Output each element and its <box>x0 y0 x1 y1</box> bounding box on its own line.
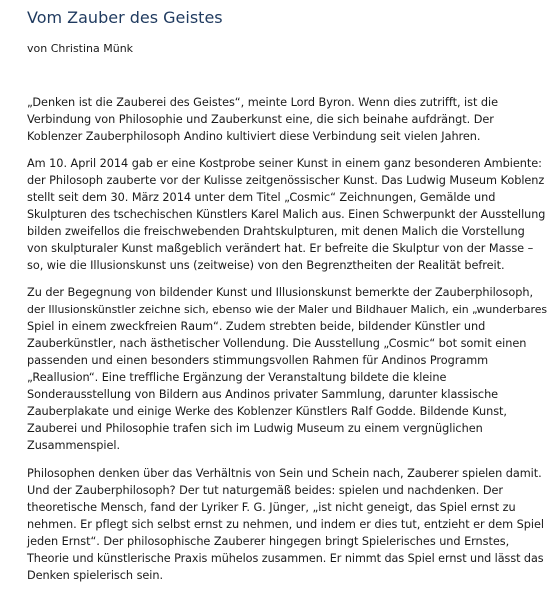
paragraph-3-line: passenden und einen besonders stimmungsvollen Rahmen für Andinos Programm <box>27 354 489 367</box>
paragraph-3-line: Zauberei und Philosophie trafen sich im Ludwig Museum zu einem vergnüglichen <box>27 422 483 435</box>
paragraph-2-line: der Philosoph zauberte vor der Kulisse zeitgenössischer Kunst. Das Ludwig Museum Koblenz <box>27 174 545 187</box>
paragraph-2-line: so, wie die Illusionskunst uns (zeitweise) von den Begrenztheiten der Realität befreit. <box>27 259 505 272</box>
paragraph-3-line: „Reallusion“. Eine treffliche Ergänzung der Veranstaltung bildete die kleine <box>27 371 447 384</box>
paragraph-3-line: Sonderausstellung von Bildern aus Andinos privater Sammlung, darunter klassische <box>27 388 499 401</box>
paragraph-1-line: Verbindung von Philosophie und Zauberkunst eine, die sich beinahe aufdrängt. Der <box>27 113 494 126</box>
paragraph-4-line: theoretische Mensch, fand der Lyriker F. G. Jünger, „ist nicht geneigt, das Spiel ernst zu <box>27 501 516 514</box>
author-byline: von Christina Münk <box>27 42 134 55</box>
paragraph-4-line: Philosophen denken über das Verhältnis von Sein und Schein nach, Zauberer spielen damit. <box>27 467 542 480</box>
paragraph-1-line: „Denken ist die Zauberei des Geistes“, meinte Lord Byron. Wenn dies zutrifft, ist die <box>27 96 498 109</box>
paragraph-4-line: nehmen. Er pflegt sich selbst ernst zu nehmen, und indem er dies tut, entzieht er dem Spiel <box>27 518 544 531</box>
paragraph-2-line: bilden zweifellos die freischwebenden Drahtskulpturen, mit denen Malich die Vorstellung <box>27 225 525 238</box>
paragraph-3-line: Zauberplakate und einige Werke des Koblenzer Künstlers Ralf Godde. Bildende Kunst, <box>27 405 507 418</box>
paragraph-4-line: Denken spielerisch sein. <box>27 569 164 582</box>
paragraph-2-line: Am 10. April 2014 gab er eine Kostprobe seiner Kunst in einem ganz besonderen Ambiente: <box>27 157 542 170</box>
paragraph-4-line: Und der Zauberphilosoph? Der tut naturgemäß beides: spielen und nachdenken. Der <box>27 484 503 497</box>
paragraph-4-line: jeden Ernst“. Der philosophische Zauberer hingegen bringt Spielerisches und Ernstes, <box>27 535 510 548</box>
paragraph-3-line: Zu der Begegnung von bildender Kunst und Illusionskunst bemerkte der Zauberphilosoph, <box>27 286 534 299</box>
paragraph-2-line: Skulpturen des tschechischen Künstlers Karel Malich aus. Einen Schwerpunkt der Ausstellung <box>27 208 546 221</box>
paragraph-3-line: Spiel in einem zweckfreien Raum“. Zudem strebten beide, bildender Künstler und <box>27 320 486 333</box>
paragraph-4-line: Theorie und künstlerische Praxis mühelos zusammen. Er nimmt das Spiel ernst und lässt das <box>27 552 544 565</box>
paragraph-3-line: Zusammenspiel. <box>27 439 121 452</box>
paragraph-2-line: stellt seit dem 30. März 2014 unter dem Titel „Cosmic“ Zeichnungen, Gemälde und <box>27 191 496 204</box>
paragraph-2-line: von skulpturaler Kunst maßgeblich verändert hat. Er befreite die Skulptur von der Masse – <box>27 242 534 255</box>
paragraph-3-line: der Illusionskünstler zeichne sich, ebenso wie der Maler und Bildhauer Malich, ein „wunderbares <box>27 303 547 316</box>
paragraph-1-line: Koblenzer Zauberphilosoph Andino kultiviert diese Verbindung seit vielen Jahren. <box>27 130 481 143</box>
page-title: Vom Zauber des Geistes <box>27 8 223 27</box>
paragraph-3-line: Zauberkünstler, nach ästhetischer Vollendung. Die Ausstellung „Cosmic“ bot somit einen <box>27 337 527 350</box>
